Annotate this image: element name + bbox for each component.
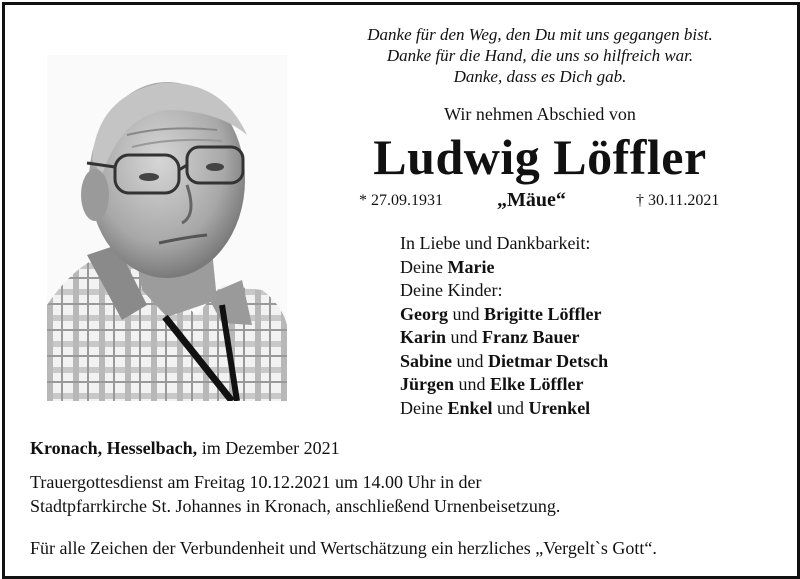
great-grandchildren: Urenkel [528,397,591,418]
poem-line-3: Danke, dass es Dich gab. [453,67,627,86]
poem-line-2: Danke für die Hand, die uns so hilfreich war. [386,46,694,65]
family-couple [400,303,608,327]
service-line-2: Stadtpfarrkirche St. Johannes in Kronach, anschließend Urnenbeisetzung. [30,496,561,516]
wife-prefix: Deine [400,256,448,277]
grand-prefix: Deine [400,397,448,418]
family-couple [400,373,608,397]
couple-and: und [454,374,490,394]
place-date-rest: im Dezember 2021 [197,438,340,458]
couple-and: und [452,350,489,371]
wife-name: Marie [447,256,495,277]
couple-second: Elke Löffler [490,374,584,394]
children-heading: Deine Kinder: [400,280,503,300]
service-line-1: Trauergottesdienst am Freitag 10.12.2021 um 14.00 Uhr in der [30,472,482,492]
birth-date: * 27.09.1931 [359,192,443,209]
couple-first: Karin [400,327,447,347]
family-wife [400,256,608,280]
family-couple [400,350,608,374]
poem-line-1: Danke für den Weg, den Du mit uns gegangen bist. [367,25,713,44]
place-names: Kronach, Hesselbach, [30,438,198,458]
couple-and: und [446,327,483,347]
death-date: † 30.11.2021 [636,192,720,209]
family-couple [400,326,608,350]
couple-second: Franz Bauer [482,327,580,347]
service-info [30,470,560,518]
family-heading: In Liebe und Dankbarkeit: [400,233,591,253]
deceased-name: Ludwig Löffler [373,129,707,185]
intro-text: Wir nehmen Abschied von [444,104,636,124]
portrait-photo [47,55,287,401]
poem [330,24,750,87]
family-grandchildren [400,397,608,421]
family-list [400,232,608,420]
place-date [30,438,340,459]
couple-first: Sabine [400,350,453,371]
nickname: „Mäue“ [497,189,566,211]
couple-first: Georg [400,303,448,324]
couple-and: und [447,303,484,324]
thanks-text: Für alle Zeichen der Verbundenheit und Wertschätzung ein herzliches „Vergelt`s Gott“. [30,538,657,558]
couple-second: Brigitte Löffler [483,303,602,324]
grand-and: und [492,397,529,418]
couple-first: Jürgen [400,374,454,394]
grandchildren: Enkel [447,397,493,418]
couple-second: Dietmar Detsch [488,350,609,371]
